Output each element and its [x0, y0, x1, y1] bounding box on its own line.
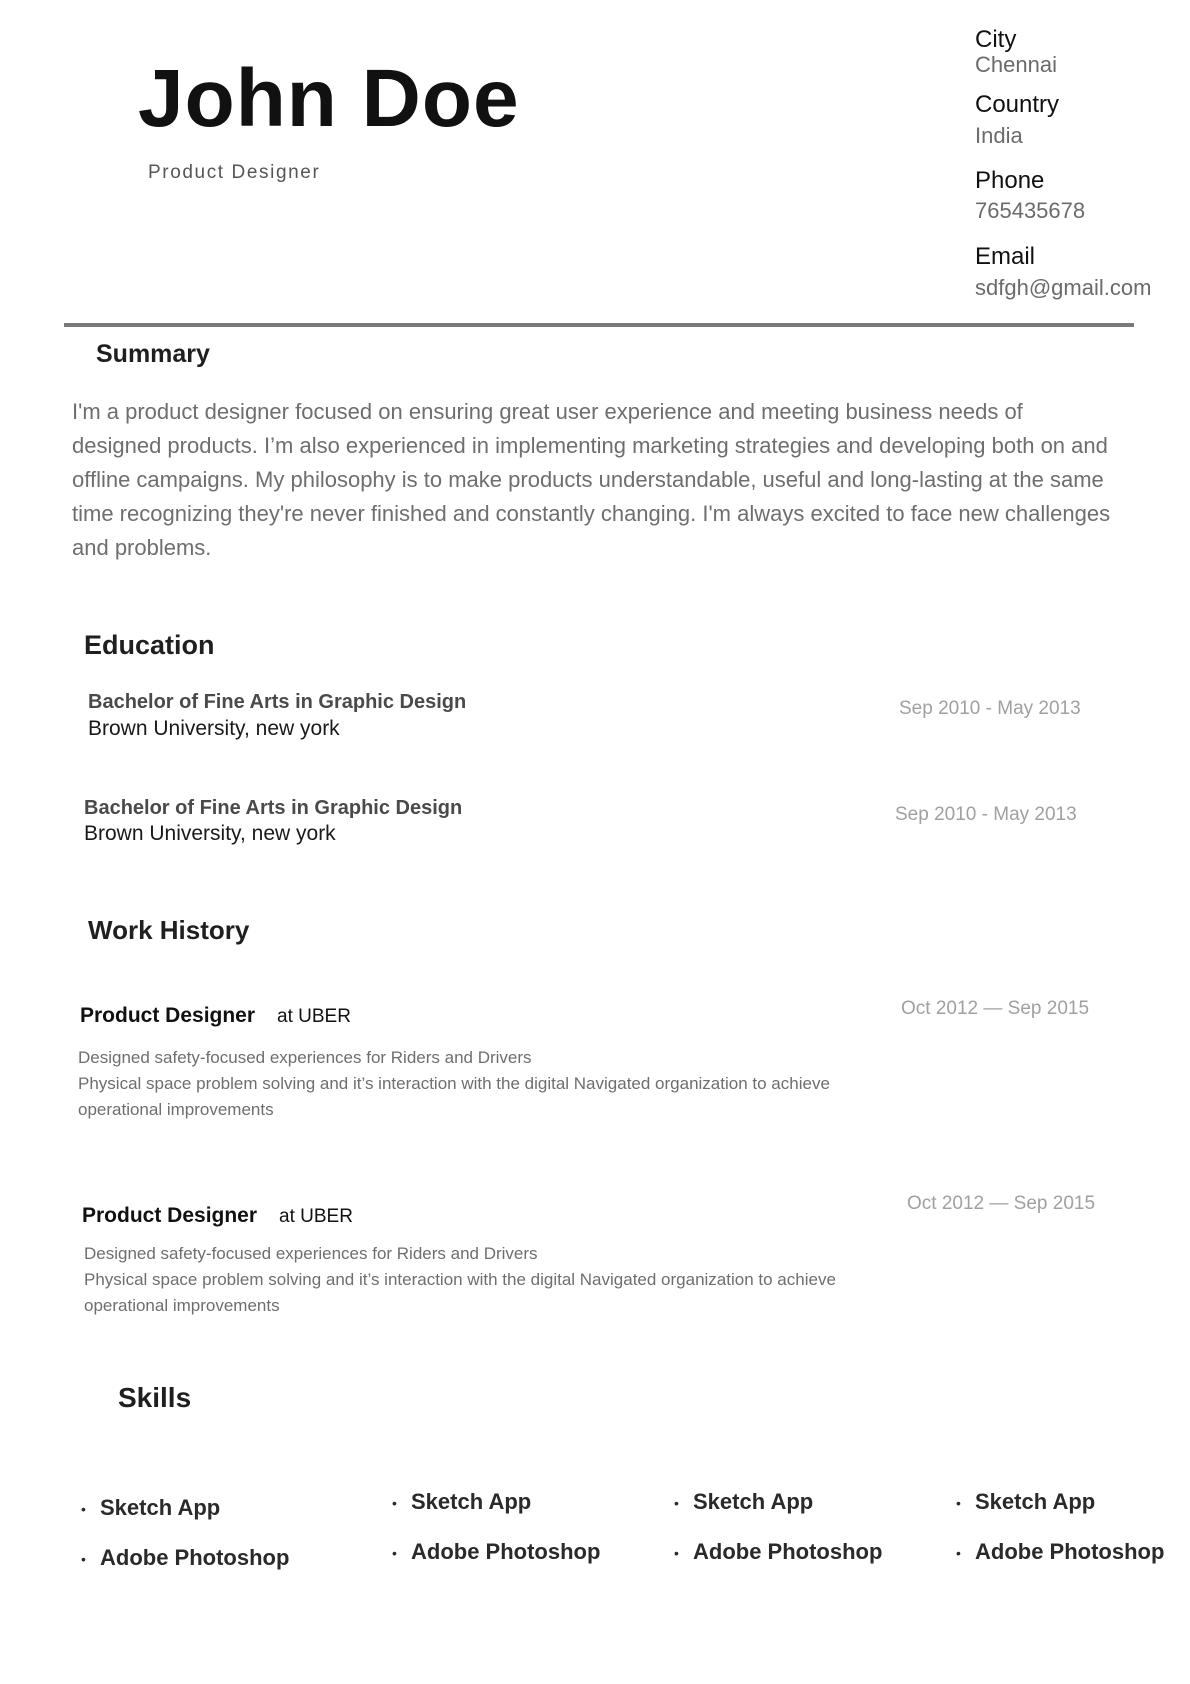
education-school: Brown University, new york — [84, 822, 336, 845]
candidate-role: Product Designer — [148, 162, 321, 183]
education-degree: Bachelor of Fine Arts in Graphic Design — [88, 691, 467, 713]
job-company: at UBER — [277, 1006, 351, 1027]
job-description-line: Designed safety-focused experiences for Riders and Drivers — [78, 1048, 532, 1067]
job-title: Product Designer — [82, 1204, 258, 1227]
bullet-icon: • — [392, 1495, 397, 1511]
job-description — [78, 1045, 878, 1123]
summary-text: I'm a product designer focused on ensuring great user experience and meeting business needs of designed products. I’m also experienced in implementing marketing strategies and developing both on and offline campaigns. My philosophy is to make products understandable, useful and long-lasting at the same time recognizing they're never finished and constantly changing. I'm always excited to face new challenges and problems. — [72, 399, 1111, 560]
skill-item: Sketch App — [411, 1489, 532, 1514]
education-dates: Sep 2010 - May 2013 — [895, 804, 1077, 825]
skill-item: Adobe Photoshop — [975, 1539, 1165, 1564]
job-dates: Oct 2012 — Sep 2015 — [901, 998, 1090, 1019]
email-value: sdfgh@gmail.com — [975, 275, 1152, 300]
education-degree: Bachelor of Fine Arts in Graphic Design — [84, 797, 463, 819]
summary-title: Summary — [96, 340, 210, 368]
job-description-line: Physical space problem solving and it’s interaction with the digital Navigated organization to achieve operational improvements — [78, 1074, 830, 1119]
job-title: Product Designer — [80, 1004, 256, 1027]
bullet-icon: • — [956, 1545, 961, 1561]
work-history-title: Work History — [88, 915, 250, 945]
skill-item: Adobe Photoshop — [411, 1539, 601, 1564]
header-divider — [64, 323, 1134, 327]
bullet-icon: • — [674, 1495, 679, 1511]
city-label: City — [975, 26, 1017, 53]
job-description-line: Designed safety-focused experiences for Riders and Drivers — [84, 1244, 538, 1263]
education-school: Brown University, new york — [88, 717, 340, 740]
skill-item: Sketch App — [975, 1489, 1096, 1514]
bullet-icon: • — [392, 1545, 397, 1561]
phone-label: Phone — [975, 167, 1045, 194]
bullet-icon: • — [674, 1545, 679, 1561]
skills-title: Skills — [118, 1382, 192, 1413]
job-dates: Oct 2012 — Sep 2015 — [907, 1193, 1096, 1214]
candidate-name: John Doe — [138, 53, 520, 144]
job-company: at UBER — [279, 1206, 353, 1227]
bullet-icon: • — [81, 1551, 86, 1567]
job-description-line: Physical space problem solving and it’s interaction with the digital Navigated organization to achieve operational improvements — [84, 1270, 836, 1315]
country-value: India — [975, 123, 1023, 148]
education-title: Education — [84, 630, 215, 660]
job-description — [84, 1241, 884, 1319]
phone-value: 765435678 — [975, 198, 1086, 223]
city-value: Chennai — [975, 52, 1057, 77]
bullet-icon: • — [81, 1501, 86, 1517]
bullet-icon: • — [956, 1495, 961, 1511]
skill-item: Adobe Photoshop — [693, 1539, 883, 1564]
skill-item: Sketch App — [100, 1495, 221, 1520]
email-label: Email — [975, 243, 1036, 270]
country-label: Country — [975, 91, 1060, 118]
education-dates: Sep 2010 - May 2013 — [899, 698, 1081, 719]
skill-item: Sketch App — [693, 1489, 814, 1514]
skill-item: Adobe Photoshop — [100, 1545, 290, 1570]
